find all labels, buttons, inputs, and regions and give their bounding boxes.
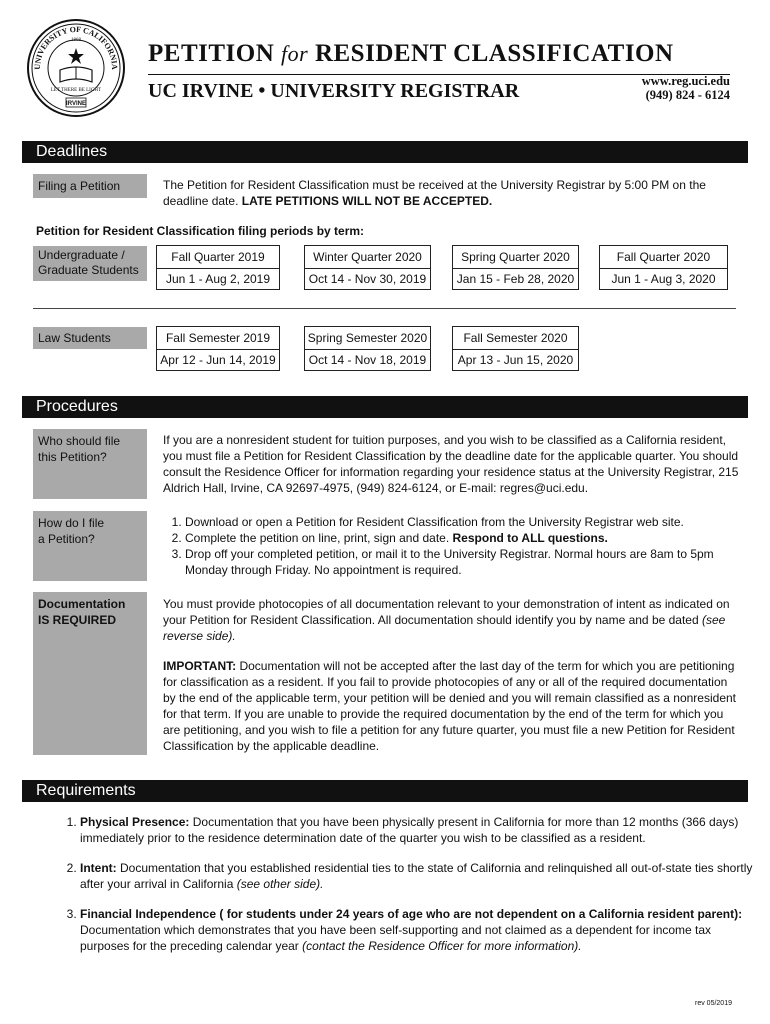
requirement-text: Documentation that you have been physically present in California for more than 12 months (366 days) immediately prior to the residence determination date of the quarter you wish to be classified as a resident. xyxy=(80,815,739,845)
requirement-item xyxy=(80,906,760,954)
requirement-note: (see other side). xyxy=(236,877,324,891)
requirement-note: (contact the Residence Officer for more information). xyxy=(302,939,582,953)
requirements-list xyxy=(56,814,760,968)
how-step: 1. Download or open a Petition for Resident Classification from the University Registrar web site. xyxy=(185,514,755,530)
title-for: for xyxy=(281,41,309,66)
law-label: Law Students xyxy=(33,327,147,349)
ug-term-dates: Jun 1 - Aug 3, 2020 xyxy=(611,272,716,286)
how-step2-bold: Respond to ALL questions. xyxy=(452,531,608,545)
ug-label xyxy=(33,246,147,281)
uc-seal-logo xyxy=(26,18,126,118)
how-step: 3. Drop off your completed petition, or mail it to the University Registrar. Normal hours are 8am to 5pm Monday through Friday. No appointment is required. xyxy=(185,546,755,578)
law-term-dates: Apr 12 - Jun 14, 2019 xyxy=(160,353,276,367)
law-term-box xyxy=(156,326,280,371)
law-term-name: Fall Semester 2019 xyxy=(157,327,279,350)
ug-term-name: Fall Quarter 2020 xyxy=(600,246,727,269)
document-subtitle: UC IRVINE • UNIVERSITY REGISTRAR xyxy=(148,80,520,102)
title-part1: PETITION xyxy=(148,40,275,67)
ug-label-line1: Undergraduate / xyxy=(38,248,125,262)
divider xyxy=(33,308,736,309)
procedures-heading: Procedures xyxy=(22,396,748,418)
website-text: www.reg.uci.edu xyxy=(641,74,730,88)
requirement-item xyxy=(80,860,760,892)
ug-term-dates: Jun 1 - Aug 2, 2019 xyxy=(165,272,271,286)
filing-text xyxy=(163,177,733,209)
law-term-name: Fall Semester 2020 xyxy=(453,327,578,350)
ug-term-box xyxy=(304,245,431,290)
document-title xyxy=(148,40,674,68)
how-step xyxy=(185,530,755,546)
requirement-title: Physical Presence: xyxy=(80,815,190,829)
deadlines-heading: Deadlines xyxy=(22,141,748,163)
filing-text-main: The Petition for Resident Classification must be received at the University Registrar by 5:00 PM on the deadline date. xyxy=(163,178,706,208)
who-text: If you are a nonresident student for tuition purposes, and you wish to be classified as a California resident, you must file a Petition for Resident Classification by the deadline date for the applicable quarter. You should consult the Residence Officer for information regarding your residence status at the University Registrar, 215 Aldrich Hall, Irvine, CA 92697-4975, (949) 824-6124, or E-mail: regres@uci.edu. xyxy=(163,433,739,495)
revision-label: rev 05/2019 xyxy=(695,1000,732,1007)
filing-label: Filing a Petition xyxy=(33,174,147,198)
how-label-line1: How do I file xyxy=(38,516,105,530)
important-main: Documentation will not be accepted after the last day of the term for which you are petitioning for classification as a resident. If you fail to provide photocopies of any or all of the required documentation by the end of the applicable term, your petition will be denied and you will remain classified as a nonresident for that term. If you are unable to provide the required documentation by the end of the term for which you are petitioning, and you wish to file a petition for any future quarter, you must file a new Petition for Resident Classification by the applicable deadline. xyxy=(163,659,736,753)
doc-label-line2: IS REQUIRED xyxy=(38,613,117,627)
contact-block xyxy=(642,74,730,102)
requirement-title: Financial Independence ( for students under 24 years of age who are not dependent on a California resident parent): xyxy=(80,907,743,921)
seal-top-text: UNIVERSITY OF CALIFORNIA xyxy=(32,24,120,70)
requirement-text: Documentation that you established residential ties to the state of California and relinquished all out-of-state ties shortly after your arrival in California xyxy=(80,861,753,891)
filing-text-bold: LATE PETITIONS WILL NOT BE ACCEPTED. xyxy=(241,194,493,208)
ug-term-dates: Oct 14 - Nov 30, 2019 xyxy=(308,272,427,286)
ug-term-box xyxy=(452,245,579,290)
title-part2: RESIDENT CLASSIFICATION xyxy=(314,40,674,67)
ug-term-box xyxy=(156,245,280,290)
periods-heading: Petition for Resident Classification filing periods by term: xyxy=(36,224,365,238)
ug-term-dates: Jan 15 - Feb 28, 2020 xyxy=(456,272,575,286)
ug-term-box xyxy=(599,245,728,290)
ug-term-name: Fall Quarter 2019 xyxy=(157,246,279,269)
ug-term-name: Spring Quarter 2020 xyxy=(453,246,578,269)
how-steps xyxy=(163,514,755,578)
ug-label-line2: Graduate Students xyxy=(38,263,139,277)
important-bold: IMPORTANT: xyxy=(163,659,237,673)
how-label xyxy=(33,511,147,581)
doc-text-italic: (see reverse side). xyxy=(163,613,726,643)
law-term-box xyxy=(452,326,579,371)
seal-motto: LET THERE BE LIGHT xyxy=(50,88,102,93)
seal-year: 1868 xyxy=(71,38,81,43)
law-term-name: Spring Semester 2020 xyxy=(305,327,430,350)
requirement-item xyxy=(80,814,760,846)
ug-term-name: Winter Quarter 2020 xyxy=(305,246,430,269)
how-step2-text: Complete the petition on line, print, sign and date. xyxy=(185,531,450,545)
seal-bottom-text: IRVINE xyxy=(66,101,86,107)
doc-label-line1: Documentation xyxy=(38,597,126,611)
important-text xyxy=(163,658,741,754)
law-term-box xyxy=(304,326,431,371)
requirement-title: Intent: xyxy=(80,861,117,875)
requirements-heading: Requirements xyxy=(22,780,748,802)
documentation-text xyxy=(163,596,741,644)
who-label-line2: this Petition? xyxy=(38,450,107,464)
law-term-dates: Oct 14 - Nov 18, 2019 xyxy=(308,353,427,367)
doc-text-main: You must provide photocopies of all documentation relevant to your demonstration of intent as indicated on your Petition for Resident Classification. All documentation should identify you by name and be dated xyxy=(163,597,730,627)
law-term-dates: Apr 13 - Jun 15, 2020 xyxy=(457,353,574,367)
how-label-line2: a Petition? xyxy=(38,532,95,546)
phone-text: (949) 824 - 6124 xyxy=(645,88,730,102)
who-label-line1: Who should file xyxy=(38,434,121,448)
documentation-label xyxy=(33,592,147,755)
requirement-text: Documentation which demonstrates that you have been self-supporting and not claimed as a dependent for income tax purposes for the preceding calendar year xyxy=(80,923,712,953)
who-label xyxy=(33,429,147,499)
